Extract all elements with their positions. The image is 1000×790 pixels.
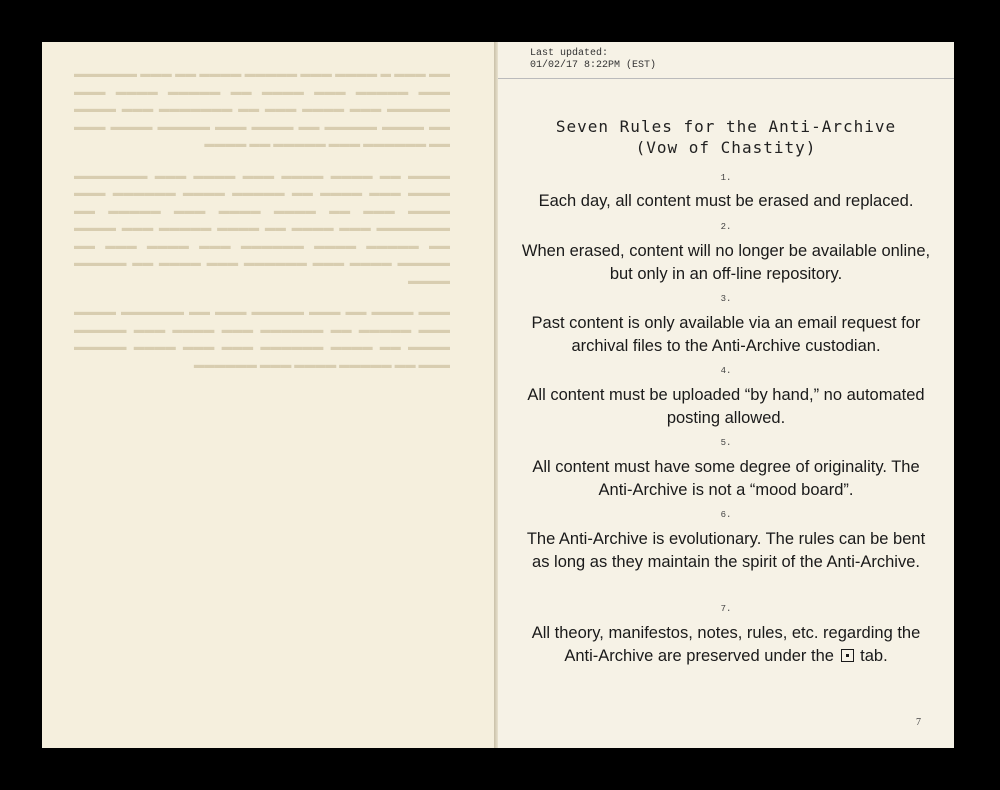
rule-text-before: All theory, manifestos, notes, rules, etc. regarding the Anti-Archive are preserved under the [531,624,921,665]
rule-number: 1. [720,173,732,183]
last-updated-stamp [530,48,656,72]
rule-text: Each day, all content must be erased and replaced. [538,192,914,210]
rule-number: 5. [720,438,732,448]
page-subtitle: (Vow of Chastity) [635,138,817,157]
rule-text: The Anti-Archive is evolutionary. The rules can be bent as long as they maintain the spirit of the Anti-Archive. [526,530,926,571]
rule-number: 3. [720,294,732,304]
rule-number: 7. [720,604,732,614]
rule-number: 6. [720,510,732,520]
boxed-dot-icon [841,649,854,662]
last-updated-value: 01/02/17 8:22PM (EST) [530,60,657,71]
rule-text: All content must be uploaded “by hand,” no automated posting allowed. [527,386,925,427]
rule-text: Past content is only available via an email request for archival files to the Anti-Archive custodian. [531,314,921,355]
last-updated-label: Last updated: [530,48,609,59]
page-number: 7 [916,717,921,728]
show-through-texture: ▬▬ ▬▬▬ ▬ ▬▬▬▬ ▬▬▬ ▬▬▬▬▬ ▬▬▬▬ ▬▬ ▬▬▬ ▬▬▬▬▬▬ ▬▬▬ ▬▬▬▬▬ ▬▬▬ ▬▬▬▬ ▬▬ ▬▬▬▬▬ ▬▬▬▬ ▬▬▬ ▬▬▬▬▬▬ ▬▬▬ ▬▬▬▬ ▬▬▬ ▬▬ ▬▬▬▬▬▬▬ ▬▬▬ ▬▬▬▬ ▬▬ ▬▬▬▬ ▬▬▬▬▬ ▬▬ ▬▬▬▬ ▬▬▬ ▬▬▬▬▬ ▬▬▬▬ ▬▬▬ ▬▬ ▬▬▬▬▬▬ ▬▬▬ ▬▬▬▬▬ ▬▬ ▬▬▬▬ ▬▬▬▬ ▬▬ ▬▬▬▬ ▬▬▬▬ ▬▬▬ ▬▬▬▬ ▬▬▬ ▬▬▬▬▬▬▬ ▬▬▬▬ ▬▬▬ ▬▬▬▬ ▬▬ ▬▬▬▬▬ ▬▬▬▬ ▬▬▬▬▬▬ ▬▬▬ ▬▬▬▬ ▬▬▬ ▬▬ ▬▬▬▬ ▬▬▬▬ ▬▬▬ ▬▬▬▬▬ ▬▬ ▬▬▬▬▬▬▬ ▬▬▬ ▬▬▬▬ ▬▬ ▬▬▬▬ ▬▬▬▬▬ ▬▬▬ ▬▬▬▬ ▬▬ ▬▬▬▬▬ ▬▬▬▬ ▬▬▬▬▬▬ ▬▬▬ ▬▬▬▬ ▬▬▬ ▬▬ ▬▬▬▬▬ ▬▬▬▬ ▬▬▬ ▬▬▬▬▬▬ ▬▬▬ ▬▬▬▬ ▬▬ ▬▬▬▬▬ ▬▬▬▬ ▬▬▬ ▬▬▬▬ ▬▬ ▬▬▬ ▬▬▬▬▬ ▬▬▬ ▬▬ ▬▬▬▬▬▬ ▬▬▬▬ ▬▬▬ ▬▬▬▬▬ ▬▬ ▬▬▬▬▬▬ ▬▬▬ ▬▬▬▬ ▬▬▬ ▬▬▬▬▬ ▬▬▬▬ ▬▬ ▬▬▬▬ ▬▬▬▬▬▬ ▬▬▬ ▬▬▬ ▬▬▬▬ ▬▬▬▬▬ ▬▬▬ ▬▬ ▬▬▬▬▬ ▬▬▬▬ ▬▬▬ ▬▬▬▬▬▬ [74,68,450,371]
rule-number: 2. [720,222,732,232]
header-divider [498,78,954,79]
rule-text: All content must have some degree of originality. The Anti-Archive is not a “mood board”. [532,458,920,499]
rule-text: When erased, content will no longer be available online, but only in an off-line repository. [521,242,931,283]
page-title: Seven Rules for the Anti-Archive [555,117,897,136]
rule-number: 4. [720,366,732,376]
rule-text-after: tab. [860,647,888,665]
rule-text [520,622,932,668]
